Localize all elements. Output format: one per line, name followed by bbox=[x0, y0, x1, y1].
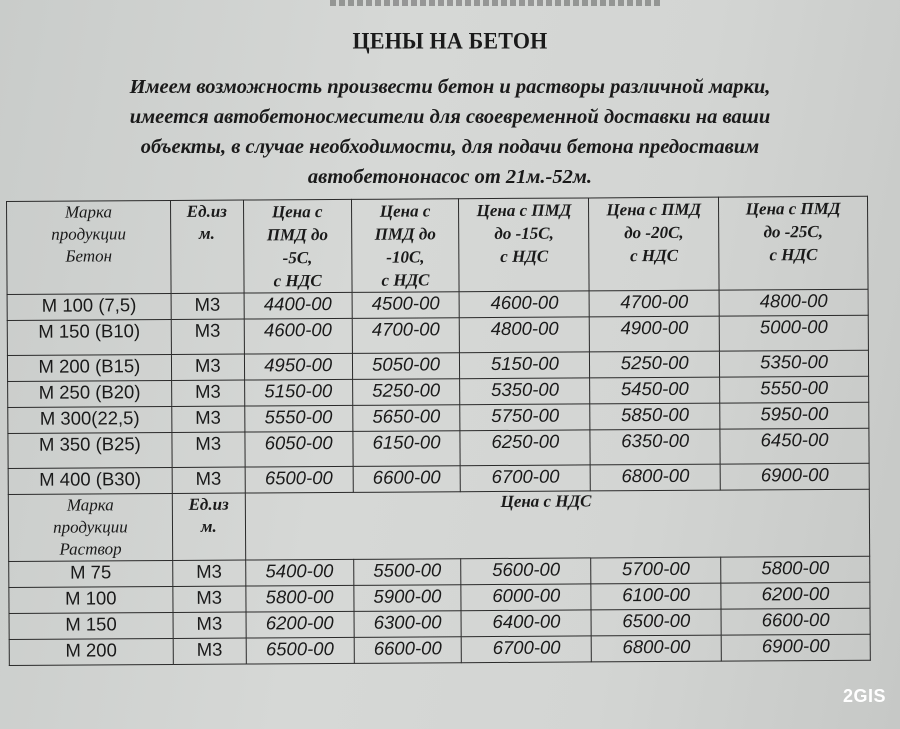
price-cell: 6600-00 bbox=[354, 637, 462, 664]
price-cell: 6500-00 bbox=[246, 637, 354, 664]
header-unit-mortar: Ед.из м. bbox=[172, 493, 245, 560]
price-cell: 4900-00 bbox=[590, 316, 720, 352]
price-cell: 6800-00 bbox=[591, 635, 721, 662]
table-row bbox=[9, 634, 870, 665]
price-cell: 6100-00 bbox=[591, 583, 721, 610]
price-cell: 6450-00 bbox=[720, 428, 869, 464]
unit-cell: М3 bbox=[171, 319, 244, 354]
grade-cell: М 100 (7,5) bbox=[7, 293, 171, 320]
grade-cell: М 400 (В30) bbox=[8, 467, 172, 494]
price-cell: 5050-00 bbox=[352, 353, 460, 380]
grade-cell: М 100 bbox=[9, 586, 173, 613]
unit-cell: М3 bbox=[173, 586, 246, 612]
price-cell: 5350-00 bbox=[720, 350, 869, 377]
price-cell: 4600-00 bbox=[244, 318, 352, 354]
intro-line: имеется автобетоносмесители для своевременной доставки на ваши bbox=[129, 106, 771, 128]
grade-cell: М 200 bbox=[9, 638, 173, 665]
price-cell: 6200-00 bbox=[721, 582, 870, 609]
price-cell: 6800-00 bbox=[590, 464, 720, 491]
grade-cell: М 150 bbox=[9, 612, 173, 639]
header-price-5c: Цена с ПМД до -5С, с НДС bbox=[243, 199, 351, 293]
price-cell: 5650-00 bbox=[352, 405, 460, 432]
header-grade-concrete: Марка продукции Бетон bbox=[7, 200, 171, 294]
price-cell: 5250-00 bbox=[590, 351, 720, 378]
price-cell: 4800-00 bbox=[460, 317, 590, 353]
price-cell: 5250-00 bbox=[352, 379, 460, 406]
price-cell: 4600-00 bbox=[460, 291, 590, 318]
price-cell: 4700-00 bbox=[352, 318, 460, 354]
price-cell: 6350-00 bbox=[590, 429, 720, 465]
price-cell: 6250-00 bbox=[460, 430, 590, 466]
price-cell: 6500-00 bbox=[245, 466, 353, 493]
unit-cell: М3 bbox=[173, 638, 246, 664]
intro-paragraph bbox=[50, 72, 850, 192]
price-cell: 4700-00 bbox=[589, 290, 719, 317]
price-cell: 5000-00 bbox=[719, 315, 868, 351]
price-cell: 6050-00 bbox=[245, 431, 353, 467]
price-cell: 5800-00 bbox=[721, 556, 870, 583]
header-price-vat: Цена с НДС bbox=[245, 489, 870, 560]
grade-cell: М 75 bbox=[9, 560, 173, 587]
document-title: ЦЕНЫ НА БЕТОН bbox=[352, 27, 548, 54]
header-price-25c: Цена с ПМД до -25С, с НДС bbox=[719, 196, 868, 290]
price-cell: 4950-00 bbox=[244, 353, 352, 380]
2gis-watermark-logo: 2GIS bbox=[842, 686, 886, 706]
price-cell: 5800-00 bbox=[246, 585, 354, 612]
grade-cell: М 150 (В10) bbox=[7, 319, 171, 355]
unit-cell: М3 bbox=[172, 467, 245, 493]
price-cell: 5750-00 bbox=[460, 404, 590, 431]
price-cell: 6400-00 bbox=[461, 610, 591, 637]
grade-cell: М 200 (В15) bbox=[7, 354, 171, 381]
unit-cell: М3 bbox=[172, 432, 245, 467]
price-cell: 6600-00 bbox=[353, 466, 461, 493]
price-cell: 6900-00 bbox=[720, 463, 869, 490]
price-cell: 5400-00 bbox=[245, 559, 353, 586]
price-cell: 5350-00 bbox=[460, 378, 590, 405]
price-cell: 6700-00 bbox=[462, 636, 592, 663]
price-cell: 5850-00 bbox=[590, 403, 720, 430]
intro-line: Имеем возможность произвести бетон и растворы различной марки, bbox=[129, 76, 771, 98]
grade-cell: М 350 (В25) bbox=[8, 432, 172, 468]
price-cell: 4400-00 bbox=[244, 292, 352, 319]
price-cell: 5450-00 bbox=[590, 377, 720, 404]
price-cell: 6500-00 bbox=[591, 609, 721, 636]
price-cell: 5500-00 bbox=[353, 559, 461, 586]
header-grade-mortar: Марка продукции Раствор bbox=[8, 493, 172, 561]
price-cell: 4800-00 bbox=[719, 289, 868, 316]
unit-cell: М3 bbox=[173, 612, 246, 638]
price-cell: 5950-00 bbox=[720, 402, 869, 429]
grade-cell: М 300(22,5) bbox=[8, 406, 172, 433]
unit-cell: М3 bbox=[171, 380, 244, 406]
grade-cell: М 250 (В20) bbox=[8, 380, 172, 407]
price-cell: 6300-00 bbox=[354, 611, 462, 638]
intro-line: объекты, в случае необходимости, для подачи бетона предоставим bbox=[140, 136, 760, 158]
price-cell: 4500-00 bbox=[352, 292, 460, 319]
cut-off-header-text bbox=[330, 0, 660, 6]
price-table bbox=[6, 196, 871, 666]
table-row bbox=[8, 428, 869, 468]
unit-cell: М3 bbox=[171, 293, 244, 319]
concrete-header-row bbox=[7, 196, 869, 294]
intro-line: автобетононасос от 21м.-52м. bbox=[307, 166, 593, 188]
header-price-10c: Цена с ПМД до -10С, с НДС bbox=[351, 199, 459, 293]
header-price-15c: Цена с ПМД до -15С, с НДС bbox=[459, 198, 589, 292]
price-cell: 6150-00 bbox=[353, 431, 461, 467]
price-cell: 6900-00 bbox=[721, 634, 870, 661]
price-cell: 5550-00 bbox=[244, 405, 352, 432]
price-cell: 5900-00 bbox=[353, 585, 461, 612]
header-unit: Ед.из м. bbox=[170, 200, 243, 293]
price-cell: 6200-00 bbox=[246, 611, 354, 638]
unit-cell: М3 bbox=[171, 354, 244, 380]
price-cell: 6600-00 bbox=[721, 608, 870, 635]
price-cell: 5550-00 bbox=[720, 376, 869, 403]
header-price-20c: Цена с ПМД до -20С, с НДС bbox=[589, 197, 719, 291]
price-cell: 5150-00 bbox=[244, 379, 352, 406]
price-cell: 5150-00 bbox=[460, 352, 590, 379]
price-cell: 5700-00 bbox=[591, 557, 721, 584]
unit-cell: М3 bbox=[172, 560, 245, 586]
mortar-header-row bbox=[8, 489, 869, 561]
price-cell: 6700-00 bbox=[461, 465, 591, 492]
price-cell: 6000-00 bbox=[461, 584, 591, 611]
unit-cell: М3 bbox=[172, 406, 245, 432]
price-cell: 5600-00 bbox=[461, 558, 591, 585]
table-row bbox=[7, 315, 868, 355]
